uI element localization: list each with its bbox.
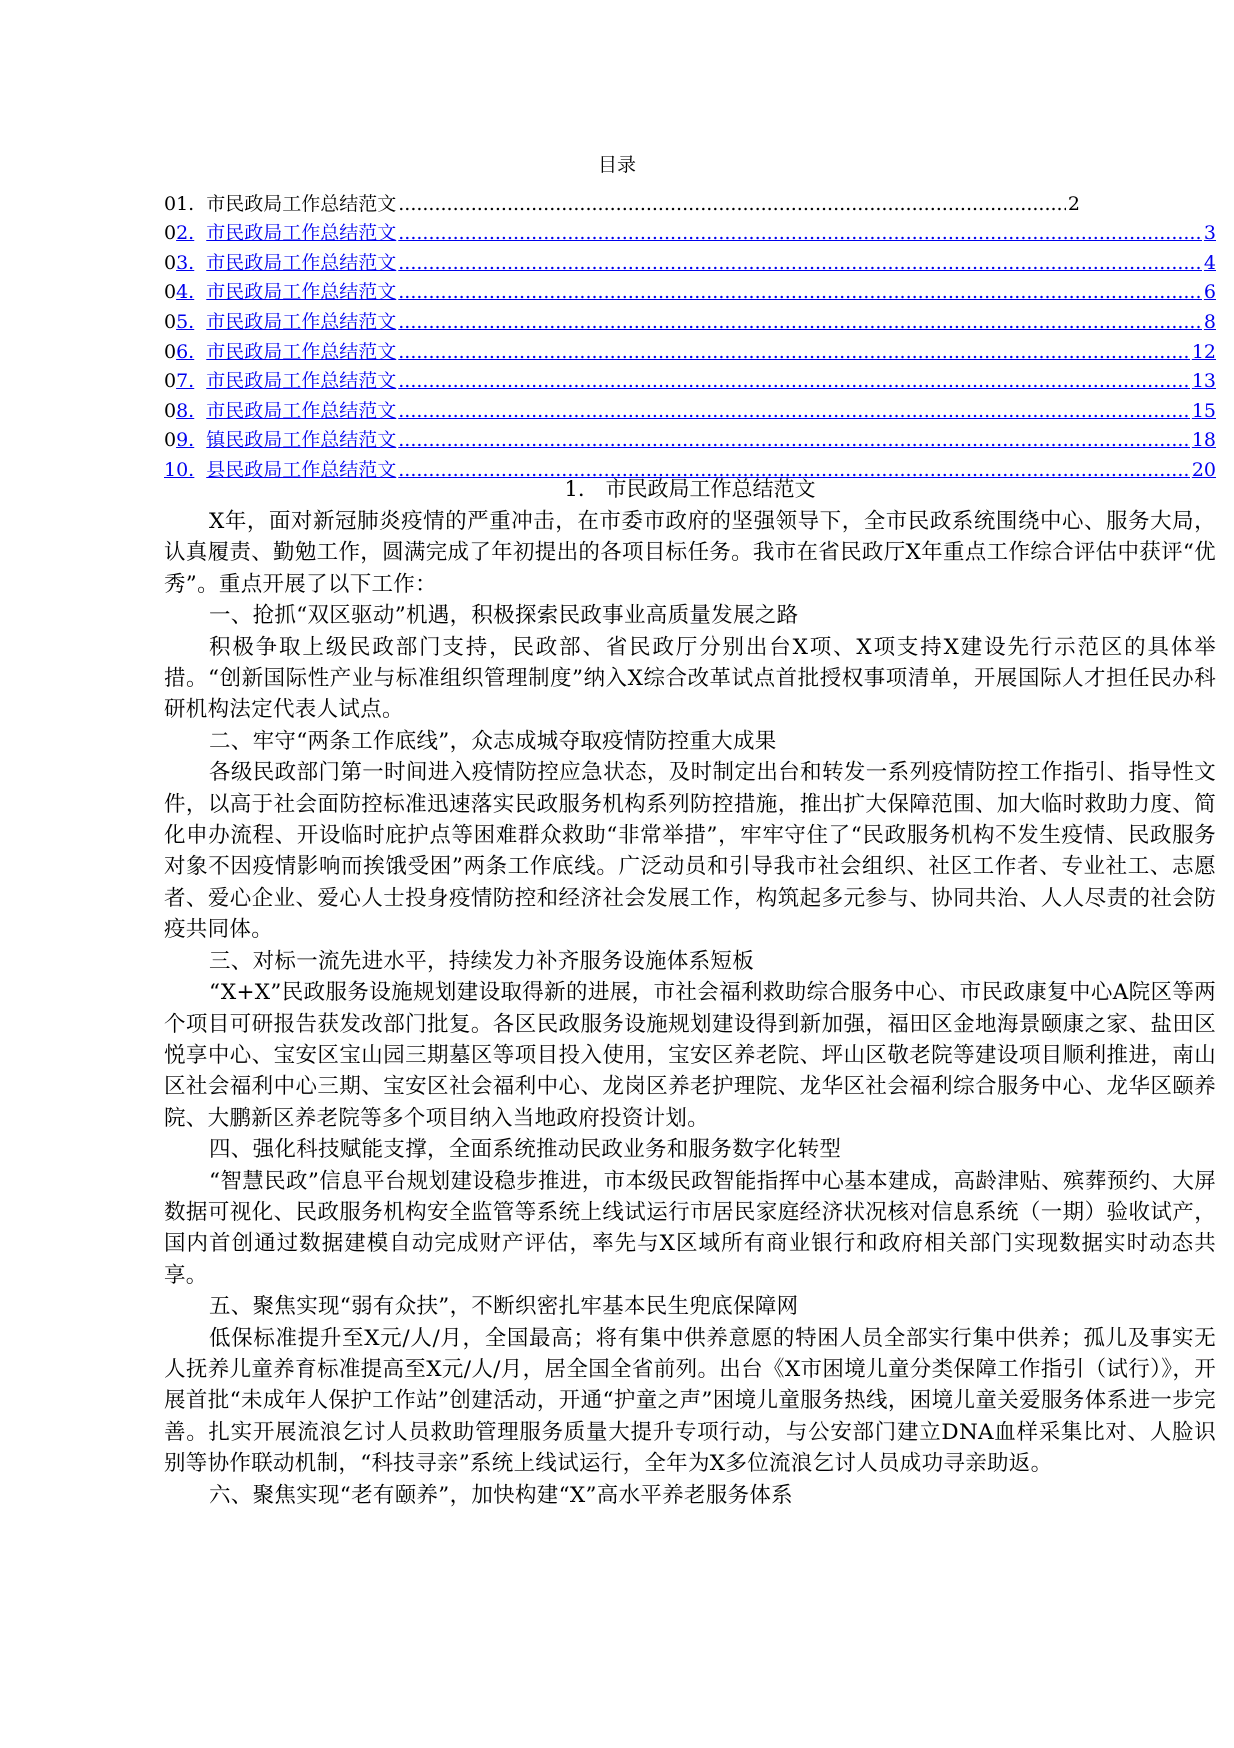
paragraph: “智慧民政”信息平台规划建设稳步推进，市本级民政智能指挥中心基本建成，高龄津贴、殡葬预约、大屏数据可视化、民政服务机构安全监管等系统上线试运行市居民家庭经济状况核对信息系统（一期）验收试产，国内首创通过数据建模自动完成财产评估，率先与X区域所有商业银行和政府相关部门实现数据实时动态共享。 [164,1168,1216,1288]
section-heading: 四、强化科技赋能支撑，全面系统推动民政业务和服务数字化转型 [209,1137,842,1163]
toc-entry-page: 4 [1203,251,1216,274]
toc-entry-number: 05. [164,310,195,333]
toc-title: 目录 [597,154,636,176]
toc-leader-dots [398,251,1202,275]
toc-entry-number: 07. [164,370,195,393]
paragraph: 积极争取上级民政部门支持，民政部、省民政厅分别出台X项、X项支持X建设先行示范区的具体举措。“创新国际性产业与标准组织管理制度”纳入X综合改革试点首批授权事项清单，开展国际人才担任民办科研机构法定代表人试点。 [164,634,1216,723]
toc-entry-label: 市民政局工作总结范文 [206,340,397,363]
toc-entry-page: 18 [1191,429,1216,452]
paragraph: “X+X”民政服务设施规划建设取得新的进展，市社会福利救助综合服务中心、市民政康复中心A院区等两个项目可研报告获发改部门批复。各区民政服务设施规划建设得到新加强，福田区金地海景颐康之家、盐田区悦享中心、宝安区宝山园三期墓区等项目投入使用，宝安区养老院、坪山区敬老院等建设项目顺利推进，南山区社会福利中心三期、宝安区社会福利中心、龙岗区养老护理院、龙华区社会福利综合服务中心、龙华区颐养院、大鹏新区养老院等多个项目纳入当地政府投资计划。 [164,980,1216,1131]
toc-entry-number: 06. [164,340,195,363]
toc-entry-label: 镇民政局工作总结范文 [206,429,397,452]
toc-leader-dots [398,280,1202,304]
section-heading: 六、聚焦实现“老有颐养”，加快构建“X”高水平养老服务体系 [209,1482,793,1508]
paragraph: 各级民政部门第一时间进入疫情防控应急状态，及时制定出台和转发一系列疫情防控工作指引、指导性文件，以高于社会面防控标准迅速落实民政服务机构系列防控措施，推出扩大保障范围、加大临时救助力度、简化申办流程、开设临时庇护点等困难群众救助“非常举措”，牢牢守住了“民政服务机构不发生疫情、民政服务对象不因疫情影响而挨饿受困”两条工作底线。广泛动员和引导我市社会组织、社区工作者、专业社工、志愿者、爱心企业、爱心人士投身疫情防控和经济社会发展工作，构筑起多元参与、协同共治、人人尽责的社会防疫共同体。 [164,760,1216,943]
toc-entry-label: 市民政局工作总结范文 [206,192,397,215]
toc-leader-dots [398,192,1066,216]
toc-entry-8[interactable] [164,393,1216,423]
table-of-contents [164,186,1216,482]
section-heading: 二、牢守“两条工作底线”，众志成城夺取疫情防控重大成果 [209,728,777,754]
toc-entry-label: 市民政局工作总结范文 [206,281,397,304]
toc-entry-number: 09. [164,429,195,452]
toc-entry-number: 03. [164,251,195,274]
toc-entry-page: 12 [1191,340,1216,363]
section-heading: 一、抢抓“双区驱动”机遇，积极探索民政事业高质量发展之路 [209,603,799,629]
toc-entry-page: 15 [1191,399,1216,422]
toc-entry-page: 6 [1203,281,1216,304]
toc-leader-dots [398,340,1190,364]
toc-entry-page: 20 [1191,458,1216,481]
toc-entry-page: 2 [1067,192,1080,215]
section-heading: 三、对标一流先进水平，持续发力补齐服务设施体系短板 [209,948,755,974]
toc-entry-number: 10. [164,458,195,481]
toc-entry-4[interactable] [164,275,1216,305]
toc-entry-5[interactable] [164,304,1216,334]
toc-entry-3[interactable] [164,245,1216,275]
paragraph: 低保标准提升至X元/人/月，全国最高；将有集中供养意愿的特困人员全部实行集中供养；孤儿及事实无人抚养儿童养育标准提高至X元/人/月，居全国全省前列。出台《X市困境儿童分类保障工作指引（试行）》，开展首批“未成年人保护工作站”创建活动，开通“护童之声”困境儿童服务热线，困境儿童关爱服务体系进一步完善。扎实开展流浪乞讨人员救助管理服务质量大提升专项行动，与公安部门建立DNA血样采集比对、人脸识别等协作联动机制，“科技寻亲”系统上线试运行，全年为X多位流浪乞讨人员成功寻亲助返。 [164,1325,1216,1477]
toc-entry-6[interactable] [164,334,1216,364]
section-heading: 五、聚焦实现“弱有众扶”，不断织密扎牢基本民生兜底保障网 [209,1294,799,1320]
toc-leader-dots [398,369,1190,393]
article-heading: 1. 市民政局工作总结范文 [564,477,816,501]
toc-leader-dots [398,428,1190,452]
toc-entry-number: 08. [164,399,195,422]
toc-leader-dots [398,399,1190,423]
toc-entry-number: 02. [164,222,195,245]
toc-entry-number: 01. [164,192,195,215]
toc-entry-label: 市民政局工作总结范文 [206,310,397,333]
toc-entry-label: 县民政局工作总结范文 [206,458,397,481]
toc-entry-9[interactable] [164,423,1216,453]
toc-entry-1[interactable] [164,186,1080,216]
toc-entry-page: 3 [1203,222,1216,245]
toc-entry-label: 市民政局工作总结范文 [206,399,397,422]
toc-entry-label: 市民政局工作总结范文 [206,222,397,245]
toc-entry-number: 04. [164,281,195,304]
toc-entry-2[interactable] [164,216,1216,246]
toc-entry-page: 13 [1191,370,1216,393]
toc-entry-page: 8 [1203,310,1216,333]
toc-leader-dots [398,221,1202,245]
toc-entry-label: 市民政局工作总结范文 [206,251,397,274]
paragraph: X年，面对新冠肺炎疫情的严重冲击，在市委市政府的坚强领导下，全市民政系统围绕中心、服务大局，认真履责、勤勉工作，圆满完成了年初提出的各项目标任务。我市在省民政厅X年重点工作综合评估中获评“优秀”。重点开展了以下工作： [164,509,1216,597]
toc-entry-7[interactable] [164,364,1216,394]
toc-leader-dots [398,310,1202,334]
article-body [164,472,1216,1511]
toc-entry-label: 市民政局工作总结范文 [206,370,397,393]
